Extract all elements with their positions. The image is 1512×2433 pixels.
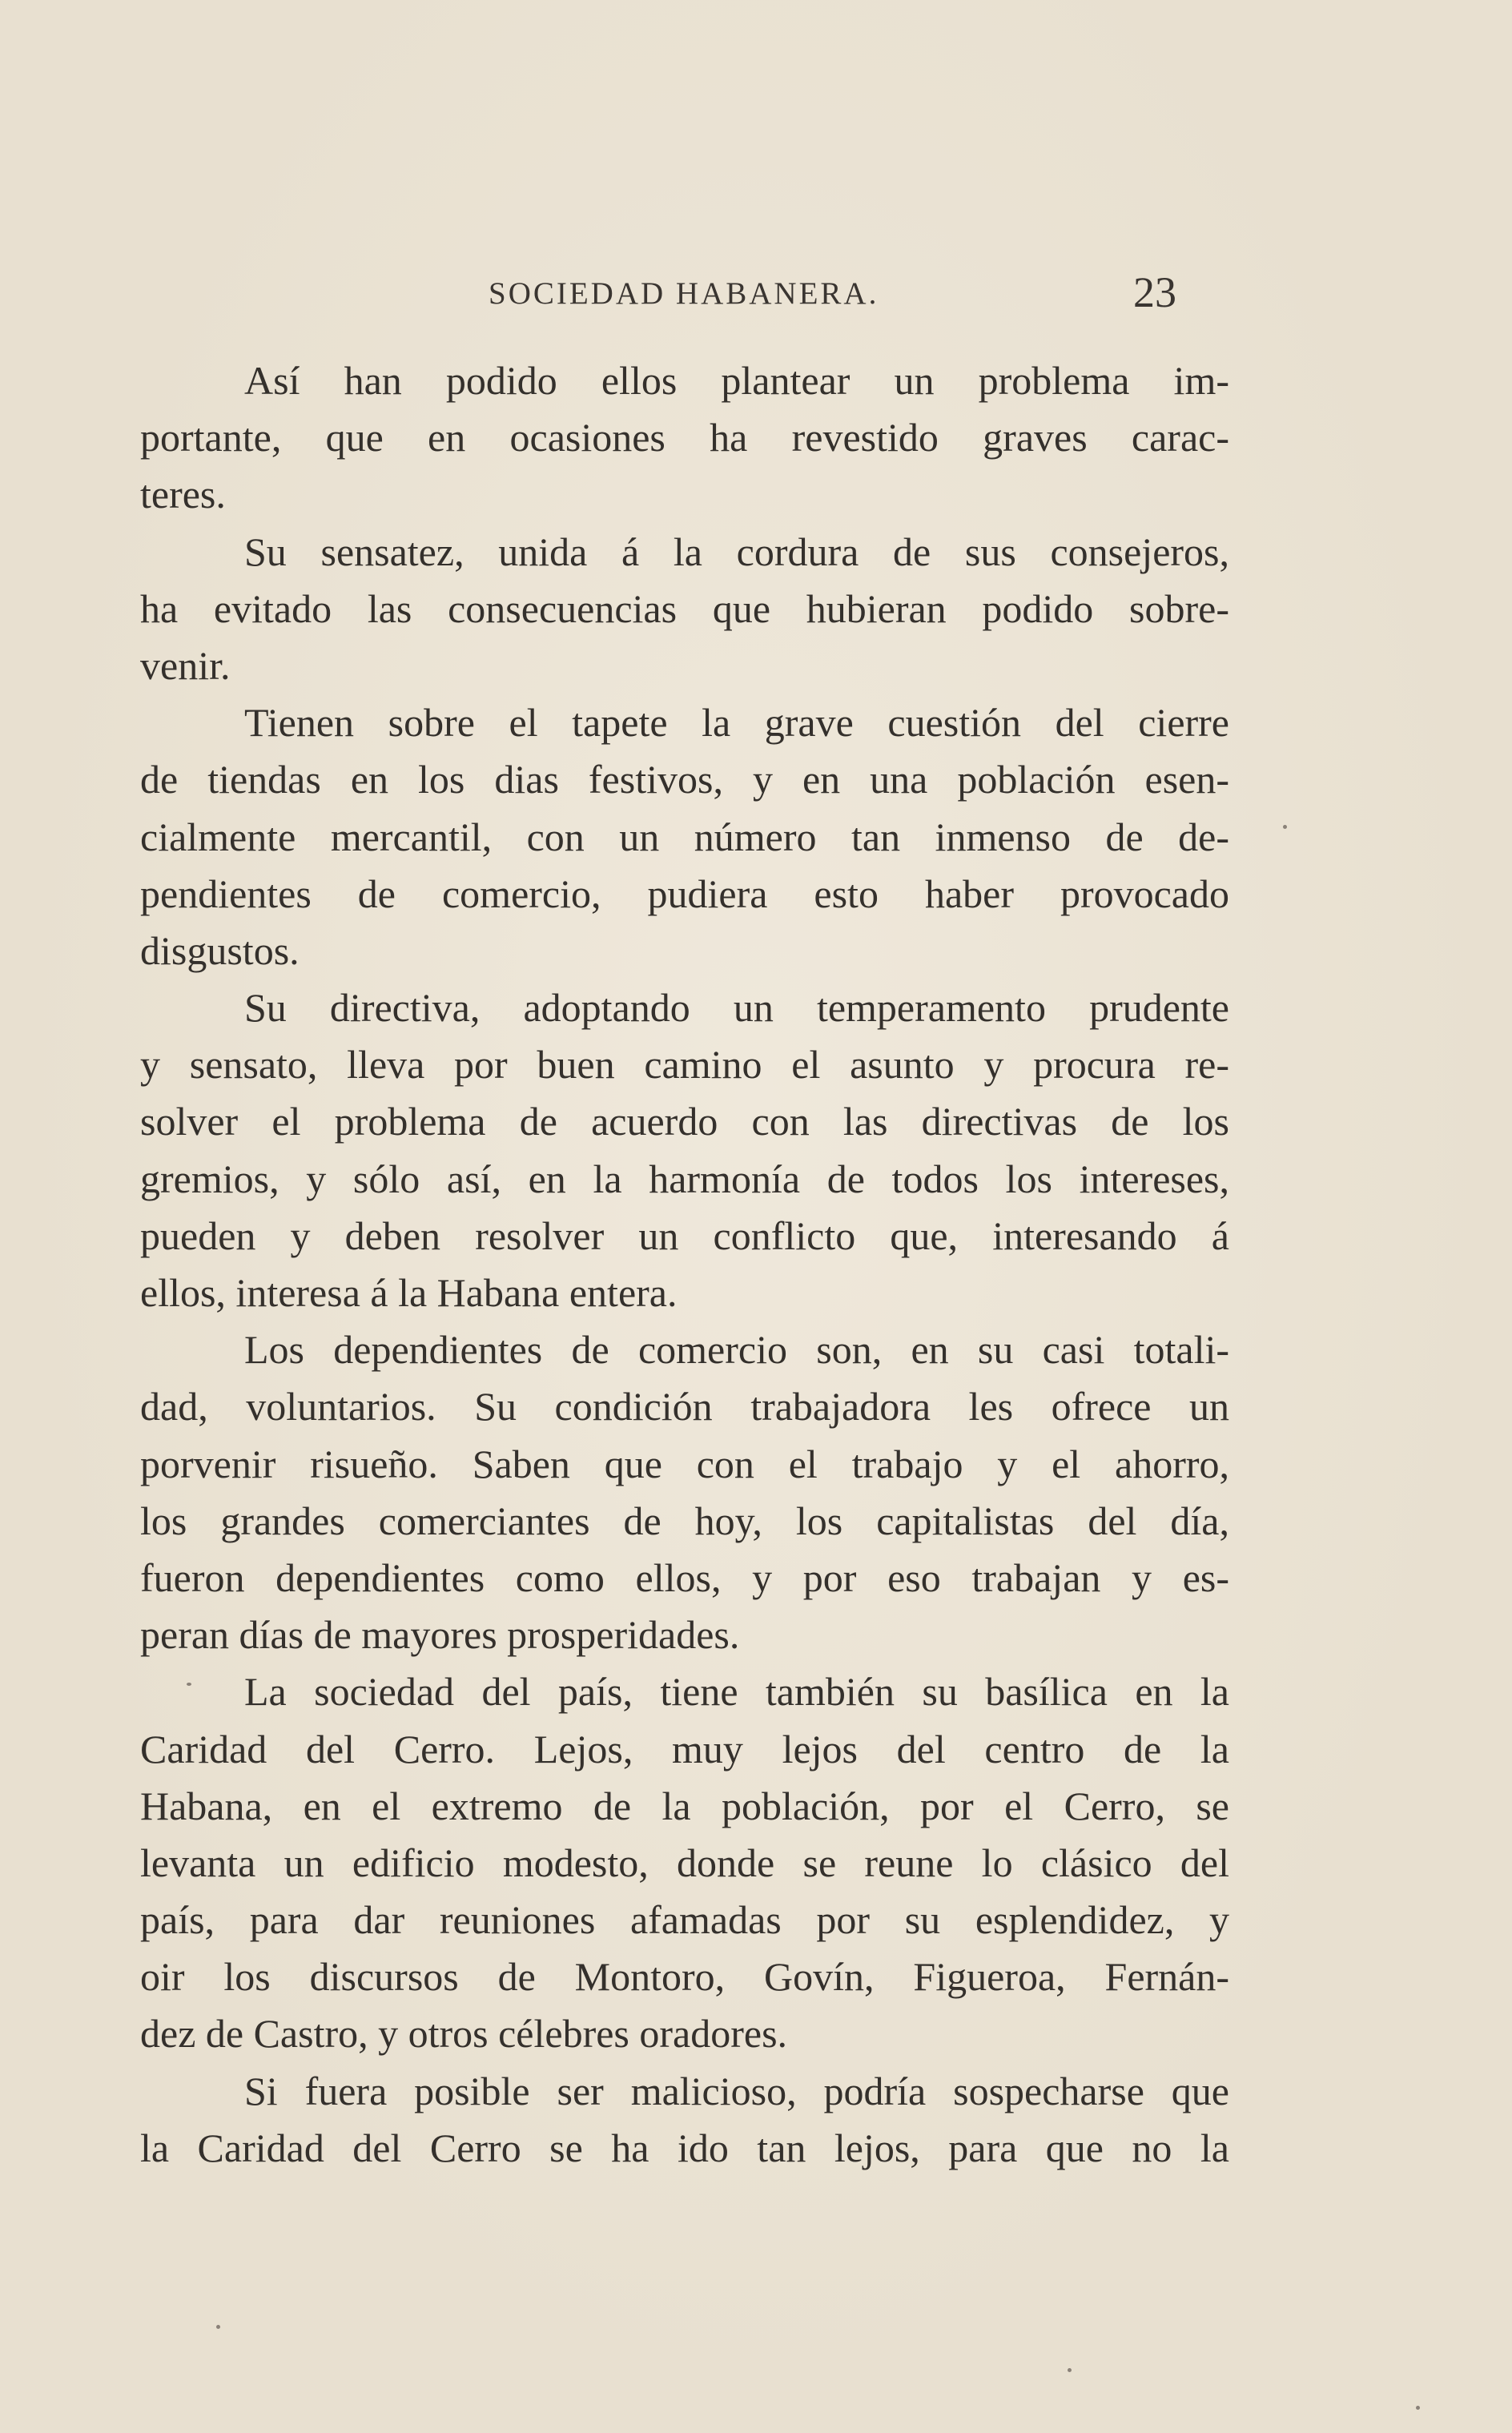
text-line: disgustos.: [140, 927, 300, 973]
text-line: Tienen sobre el tapete la grave cuestión del cierre: [244, 700, 1229, 746]
text-line: portante, que en ocasiones ha revestido graves carac-: [140, 415, 1229, 460]
paper-speck: [216, 2325, 220, 2329]
text-line: venir.: [140, 642, 231, 688]
text-line: teres.: [140, 472, 226, 517]
text-line: Su directiva, adoptando un temperamento prudente: [244, 985, 1229, 1031]
text-line: pueden y deben resolver un conflicto que, interesando á: [140, 1212, 1229, 1258]
text-line: peran días de mayores prosperidades.: [140, 1612, 740, 1658]
text-line: Los dependientes de comercio son, en su casi totali-: [244, 1327, 1229, 1373]
text-line: cialmente mercantil, con un número tan inmenso de de-: [140, 814, 1229, 859]
text-line: y sensato, lleva por buen camino el asunto y procura re-: [140, 1042, 1229, 1088]
paper-speck: [1068, 2368, 1072, 2372]
text-line: los grandes comerciantes de hoy, los capitalistas del día,: [140, 1498, 1229, 1543]
paper-speck: [1416, 2406, 1420, 2410]
text-line: levanta un edificio modesto, donde se reune lo clásico del: [140, 1840, 1229, 1885]
text-line: Habana, en el extremo de la población, por el Cerro, se: [140, 1783, 1229, 1828]
text-line: Su sensatez, unida á la cordura de sus consejeros,: [244, 529, 1229, 574]
running-head: SOCIEDAD HABANERA.: [489, 276, 879, 311]
text-line: Si fuera posible ser malicioso, podría sospecharse que: [244, 2068, 1229, 2113]
text-line: pendientes de comercio, pudiera esto haber provocado: [140, 871, 1229, 916]
text-line: solver el problema de acuerdo con las directivas de los: [140, 1099, 1229, 1144]
paper-speck: [1283, 825, 1287, 829]
text-line: dez de Castro, y otros célebres oradores.: [140, 2011, 788, 2057]
text-line: fueron dependientes como ellos, y por eso trabajan y es-: [140, 1554, 1229, 1600]
text-line: gremios, y sólo así, en la harmonía de todos los intereses,: [140, 1156, 1229, 1201]
text-line: La sociedad del país, tiene también su basílica en la: [244, 1669, 1229, 1715]
text-line: la Caridad del Cerro se ha ido tan lejos, para que no la: [140, 2125, 1229, 2170]
body-text: [140, 352, 1229, 2177]
paper-speck: [187, 1683, 191, 1686]
text-line: Así han podido ellos plantear un problema im-: [244, 358, 1229, 403]
text-line: ellos, interesa á la Habana entera.: [140, 1270, 678, 1315]
text-line: ha evitado las consecuencias que hubieran podido sobre-: [140, 585, 1229, 631]
text-line: país, para dar reuniones afamadas por su esplendidez, y: [140, 1897, 1229, 1943]
text-line: dad, voluntarios. Su condición trabajadora les ofrece un: [140, 1384, 1229, 1430]
text-line: oir los discursos de Montoro, Govín, Figueroa, Fernán-: [140, 1954, 1229, 2000]
text-line: Caridad del Cerro. Lejos, muy lejos del centro de la: [140, 1726, 1229, 1771]
page-number: 23: [1133, 268, 1176, 316]
page-header: [140, 267, 1229, 319]
text-line: porvenir risueño. Saben que con el trabajo y el ahorro,: [140, 1441, 1229, 1486]
text-line: de tiendas en los dias festivos, y en una población esen-: [140, 757, 1229, 802]
